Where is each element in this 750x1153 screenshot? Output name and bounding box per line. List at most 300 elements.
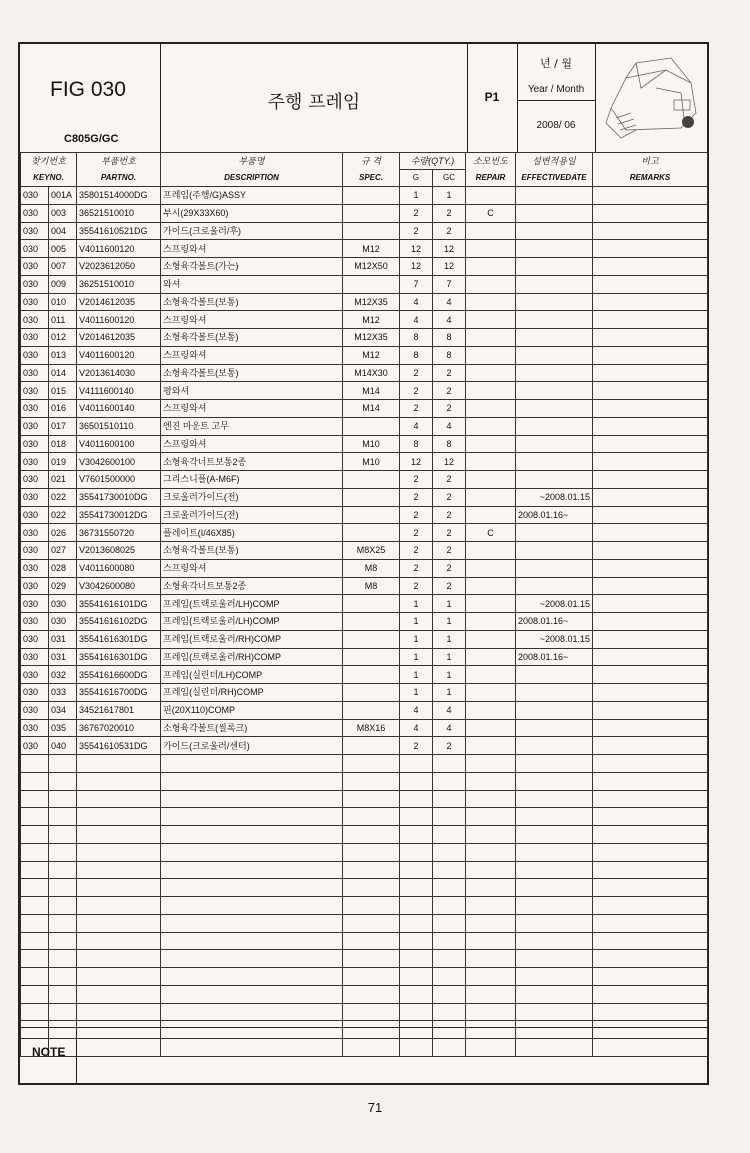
table-cell: 030 [21,666,49,684]
table-cell [593,417,708,435]
table-cell: 2008.01.16~ [516,506,593,524]
table-cell: V3042600100 [77,453,161,471]
table-cell: 012 [49,329,77,347]
table-row [21,719,708,737]
page-code: P1 [484,90,500,104]
table-row [21,187,708,205]
col-desc-en: DESCRIPTION [161,170,343,187]
table-cell: V2014612035 [77,329,161,347]
table-cell [593,471,708,489]
table-cell: 부시(29X33X60) [161,204,343,222]
table-cell [466,684,516,702]
table-cell: 030 [21,737,49,755]
table-cell: M12 [343,240,400,258]
table-row [21,293,708,311]
table-cell: 4 [400,701,433,719]
table-cell: V2013614030 [77,364,161,382]
empty-row [21,879,708,897]
table-cell: 030 [21,613,49,631]
table-row [21,311,708,329]
table-cell: 12 [433,240,466,258]
table-row [21,577,708,595]
col-desc-kr: 부품명 [161,153,343,170]
table-cell: 프레임(트랙로울러/LH)COMP [161,613,343,631]
table-cell: 2 [433,400,466,418]
table-cell: 1 [433,595,466,613]
table-cell: M8 [343,577,400,595]
table-cell: 2008.01.16~ [516,648,593,666]
table-row [21,613,708,631]
table-cell: 스프링와셔 [161,400,343,418]
table-cell: 소형육각볼트(보통) [161,329,343,347]
table-cell [466,222,516,240]
table-cell: 소형육각볼트(보통) [161,364,343,382]
table-cell: 4 [400,719,433,737]
table-cell [516,417,593,435]
table-cell: 026 [49,524,77,542]
table-cell [593,382,708,400]
table-row [21,258,708,276]
table-cell: 2 [400,488,433,506]
table-cell: 4 [400,311,433,329]
col-rem-kr: 비고 [593,153,708,170]
table-cell: 1 [400,648,433,666]
table-cell: 017 [49,417,77,435]
table-cell: 003 [49,204,77,222]
table-cell: 030 [21,187,49,205]
table-cell: 2 [400,577,433,595]
table-row [21,417,708,435]
table-cell [516,471,593,489]
table-cell: M8 [343,559,400,577]
table-cell: 2 [433,559,466,577]
table-cell [593,329,708,347]
table-cell: 2 [433,524,466,542]
table-row [21,666,708,684]
table-cell [593,542,708,560]
table-cell: 12 [400,453,433,471]
parts-sheet [18,42,709,1085]
table-cell [466,329,516,347]
table-cell: M14 [343,400,400,418]
table-cell [593,293,708,311]
table-row [21,630,708,648]
table-cell [343,222,400,240]
table-cell [593,630,708,648]
table-row [21,453,708,471]
table-cell [343,506,400,524]
table-cell [343,471,400,489]
table-cell [466,577,516,595]
table-cell: 030 [21,346,49,364]
table-cell: M12 [343,311,400,329]
table-cell [466,275,516,293]
table-cell: 030 [21,577,49,595]
table-cell: 030 [21,293,49,311]
table-cell: 2 [400,364,433,382]
table-cell [516,737,593,755]
table-cell [466,666,516,684]
table-cell [593,187,708,205]
table-cell: 36501510110 [77,417,161,435]
table-cell [593,737,708,755]
table-cell [516,187,593,205]
sheet-header [20,44,707,153]
empty-row [21,914,708,932]
table-cell: 2 [400,471,433,489]
table-cell: 015 [49,382,77,400]
table-cell: 031 [49,630,77,648]
table-cell [516,364,593,382]
table-cell [466,346,516,364]
table-cell: 030 [21,382,49,400]
table-cell [516,666,593,684]
table-cell [466,417,516,435]
table-row [21,542,708,560]
table-cell: 스프링와셔 [161,240,343,258]
col-key-kr: 찾기번호 [21,153,77,170]
table-cell [593,240,708,258]
table-cell [593,595,708,613]
table-cell: 005 [49,240,77,258]
table-cell [593,204,708,222]
table-cell: 2 [400,524,433,542]
table-cell: 4 [433,701,466,719]
table-cell: 013 [49,346,77,364]
col-spec-kr: 규 격 [343,153,400,170]
table-cell [466,187,516,205]
table-cell: 2 [433,222,466,240]
table-cell: 35541616700DG [77,684,161,702]
table-cell [466,737,516,755]
table-cell [343,701,400,719]
table-cell [593,400,708,418]
table-cell [516,382,593,400]
table-cell: C [466,524,516,542]
table-cell: 021 [49,471,77,489]
table-cell: M14X30 [343,364,400,382]
table-cell [466,542,516,560]
table-cell: 35541610531DG [77,737,161,755]
figure-number: FIG 030 [50,78,126,101]
table-cell: 프레임(실린더/RH)COMP [161,684,343,702]
table-cell: 7 [433,275,466,293]
table-cell: 2 [400,506,433,524]
table-cell: 2 [433,364,466,382]
table-cell [593,524,708,542]
table-cell: 030 [21,204,49,222]
table-cell [516,258,593,276]
empty-row [21,826,708,844]
table-cell: 030 [21,648,49,666]
table-cell: V4011600120 [77,240,161,258]
col-qty-gc: GC [433,170,466,187]
table-cell [593,506,708,524]
empty-row [21,790,708,808]
table-cell: M12X50 [343,258,400,276]
empty-row [21,861,708,879]
table-cell: 프레임(트랙로울러/LH)COMP [161,595,343,613]
table-cell: 030 [21,400,49,418]
table-cell: 031 [49,648,77,666]
table-cell: 014 [49,364,77,382]
table-cell: 4 [433,311,466,329]
table-cell: 4 [433,293,466,311]
table-cell: 스프링와셔 [161,311,343,329]
table-cell [593,613,708,631]
table-cell: 34521617801 [77,701,161,719]
table-cell: 1 [400,187,433,205]
table-cell: 36521510010 [77,204,161,222]
table-cell: 1 [400,595,433,613]
table-cell: 004 [49,222,77,240]
table-cell: C [466,204,516,222]
empty-row [21,950,708,968]
table-cell: ~2008.01.15 [516,630,593,648]
col-part-kr: 부품번호 [77,153,161,170]
table-cell [343,187,400,205]
table-cell [593,364,708,382]
table-cell: 2 [433,204,466,222]
note-label: NOTE [32,1045,66,1059]
table-cell: V2023612050 [77,258,161,276]
table-cell: 2 [433,542,466,560]
table-cell: 1 [433,666,466,684]
table-cell [516,275,593,293]
table-cell: 35541616102DG [77,613,161,631]
table-cell [516,524,593,542]
table-row [21,204,708,222]
table-cell [516,346,593,364]
col-spec-en: SPEC. [343,170,400,187]
table-cell: 030 [21,311,49,329]
table-row [21,648,708,666]
table-cell: M8X25 [343,542,400,560]
table-cell [343,684,400,702]
table-cell: 핀(20X110)COMP [161,701,343,719]
table-cell: V2013608025 [77,542,161,560]
table-cell [466,488,516,506]
table-cell: 35541610521DG [77,222,161,240]
table-cell: 030 [21,417,49,435]
table-cell: 030 [21,542,49,560]
table-cell [343,417,400,435]
table-cell [466,595,516,613]
table-cell: 스프링와셔 [161,346,343,364]
table-cell: 030 [21,258,49,276]
table-cell: 2 [400,737,433,755]
table-cell: 2 [433,737,466,755]
model-code: C805G/GC [64,133,119,145]
table-cell: 019 [49,453,77,471]
empty-row [21,772,708,790]
table-cell [516,204,593,222]
table-row [21,737,708,755]
table-cell: 4 [400,293,433,311]
table-cell: 1 [433,187,466,205]
table-cell: 030 [21,435,49,453]
table-cell: 022 [49,488,77,506]
table-cell: ~2008.01.15 [516,488,593,506]
empty-row [21,968,708,986]
table-cell: 2 [400,400,433,418]
table-cell: 4 [433,719,466,737]
table-cell: 36767020010 [77,719,161,737]
year-month-label-en: Year / Month [527,84,585,95]
table-cell: 2 [400,222,433,240]
table-row [21,701,708,719]
table-cell: 029 [49,577,77,595]
table-cell [343,648,400,666]
col-eff-en: EFFECTIVEDATE [516,170,593,187]
table-cell: M12X35 [343,293,400,311]
table-cell: 소형육각볼트(보통) [161,542,343,560]
table-cell: 소형육각너트보통2종 [161,453,343,471]
table-cell [516,577,593,595]
table-cell: M10 [343,435,400,453]
table-cell: 프레임(트랙로울러/RH)COMP [161,630,343,648]
table-cell [593,346,708,364]
table-cell: 030 [21,719,49,737]
col-repair-kr: 소모빈도 [466,153,516,170]
table-cell: 2 [400,542,433,560]
empty-row [21,897,708,915]
table-cell [466,293,516,311]
table-cell: 018 [49,435,77,453]
table-cell: V3042600080 [77,577,161,595]
table-cell [516,311,593,329]
table-cell: 12 [400,258,433,276]
table-cell [516,684,593,702]
table-cell: 36251510010 [77,275,161,293]
table-cell: 35541616301DG [77,630,161,648]
table-row [21,275,708,293]
table-row [21,524,708,542]
table-cell: 소형육각볼트(가는) [161,258,343,276]
table-cell [516,400,593,418]
col-repair-en: REPAIR [466,170,516,187]
table-cell [593,453,708,471]
table-cell: 35541730012DG [77,506,161,524]
table-cell [593,488,708,506]
table-cell: 크로울러가이드(전) [161,488,343,506]
table-cell: 027 [49,542,77,560]
table-row [21,329,708,347]
table-cell: 2 [400,559,433,577]
table-cell: 030 [21,595,49,613]
note-area [20,1027,707,1083]
table-cell: 35541616101DG [77,595,161,613]
table-cell [466,471,516,489]
empty-row [21,932,708,950]
table-cell: V4011600080 [77,559,161,577]
table-cell: 가이드(크로울러/센터) [161,737,343,755]
table-cell [466,400,516,418]
table-cell: 2 [433,506,466,524]
table-cell: 016 [49,400,77,418]
table-cell: 030 [21,329,49,347]
table-cell: 2 [433,488,466,506]
table-cell [593,719,708,737]
table-cell: M8X16 [343,719,400,737]
table-cell: 1 [400,613,433,631]
table-cell: V4011600140 [77,400,161,418]
table-cell [466,506,516,524]
col-part-en: PARTNO. [77,170,161,187]
table-cell: 030 [21,471,49,489]
table-cell: 030 [21,701,49,719]
table-cell: 12 [433,258,466,276]
table-cell [343,488,400,506]
table-cell [466,382,516,400]
year-month-label-kr: 년 / 월 [540,57,572,70]
table-cell: 2 [433,382,466,400]
table-cell: 030 [21,240,49,258]
table-cell: 8 [433,435,466,453]
table-cell: 030 [21,364,49,382]
table-cell [466,701,516,719]
table-cell: 35541616301DG [77,648,161,666]
table-cell: 1 [433,684,466,702]
table-cell [466,453,516,471]
table-cell: 4 [400,417,433,435]
table-row [21,240,708,258]
table-cell: 030 [21,524,49,542]
table-cell: 프레임(주행/G)ASSY [161,187,343,205]
table-cell [516,559,593,577]
table-cell: 8 [433,329,466,347]
table-cell: 030 [21,684,49,702]
table-cell: 010 [49,293,77,311]
table-cell [593,222,708,240]
table-cell [516,293,593,311]
table-row [21,400,708,418]
table-cell: 스프링와셔 [161,559,343,577]
table-row [21,435,708,453]
table-cell [466,240,516,258]
table-cell [593,666,708,684]
table-row [21,595,708,613]
table-cell: 프레임(실린더/LH)COMP [161,666,343,684]
col-eff-kr: 설변적용일 [516,153,593,170]
empty-row [21,985,708,1003]
table-cell [466,311,516,329]
table-cell [593,577,708,595]
table-cell [466,559,516,577]
empty-row [21,755,708,773]
empty-row [21,1003,708,1021]
table-cell: 12 [433,453,466,471]
table-cell: 가이드(크로울러/후) [161,222,343,240]
table-cell: 030 [21,559,49,577]
table-cell [466,435,516,453]
table-cell: 와셔 [161,275,343,293]
table-cell [343,613,400,631]
empty-row [21,808,708,826]
col-rem-en: REMARKS [593,170,708,187]
table-cell: M14 [343,382,400,400]
table-cell [466,613,516,631]
table-cell: 1 [433,648,466,666]
table-cell: 12 [400,240,433,258]
table-cell: 2 [433,577,466,595]
table-cell [516,222,593,240]
table-cell: V4011600100 [77,435,161,453]
col-qty-g: G [400,170,433,187]
table-cell [343,204,400,222]
table-cell: 35801514000DG [77,187,161,205]
table-cell: 1 [400,684,433,702]
